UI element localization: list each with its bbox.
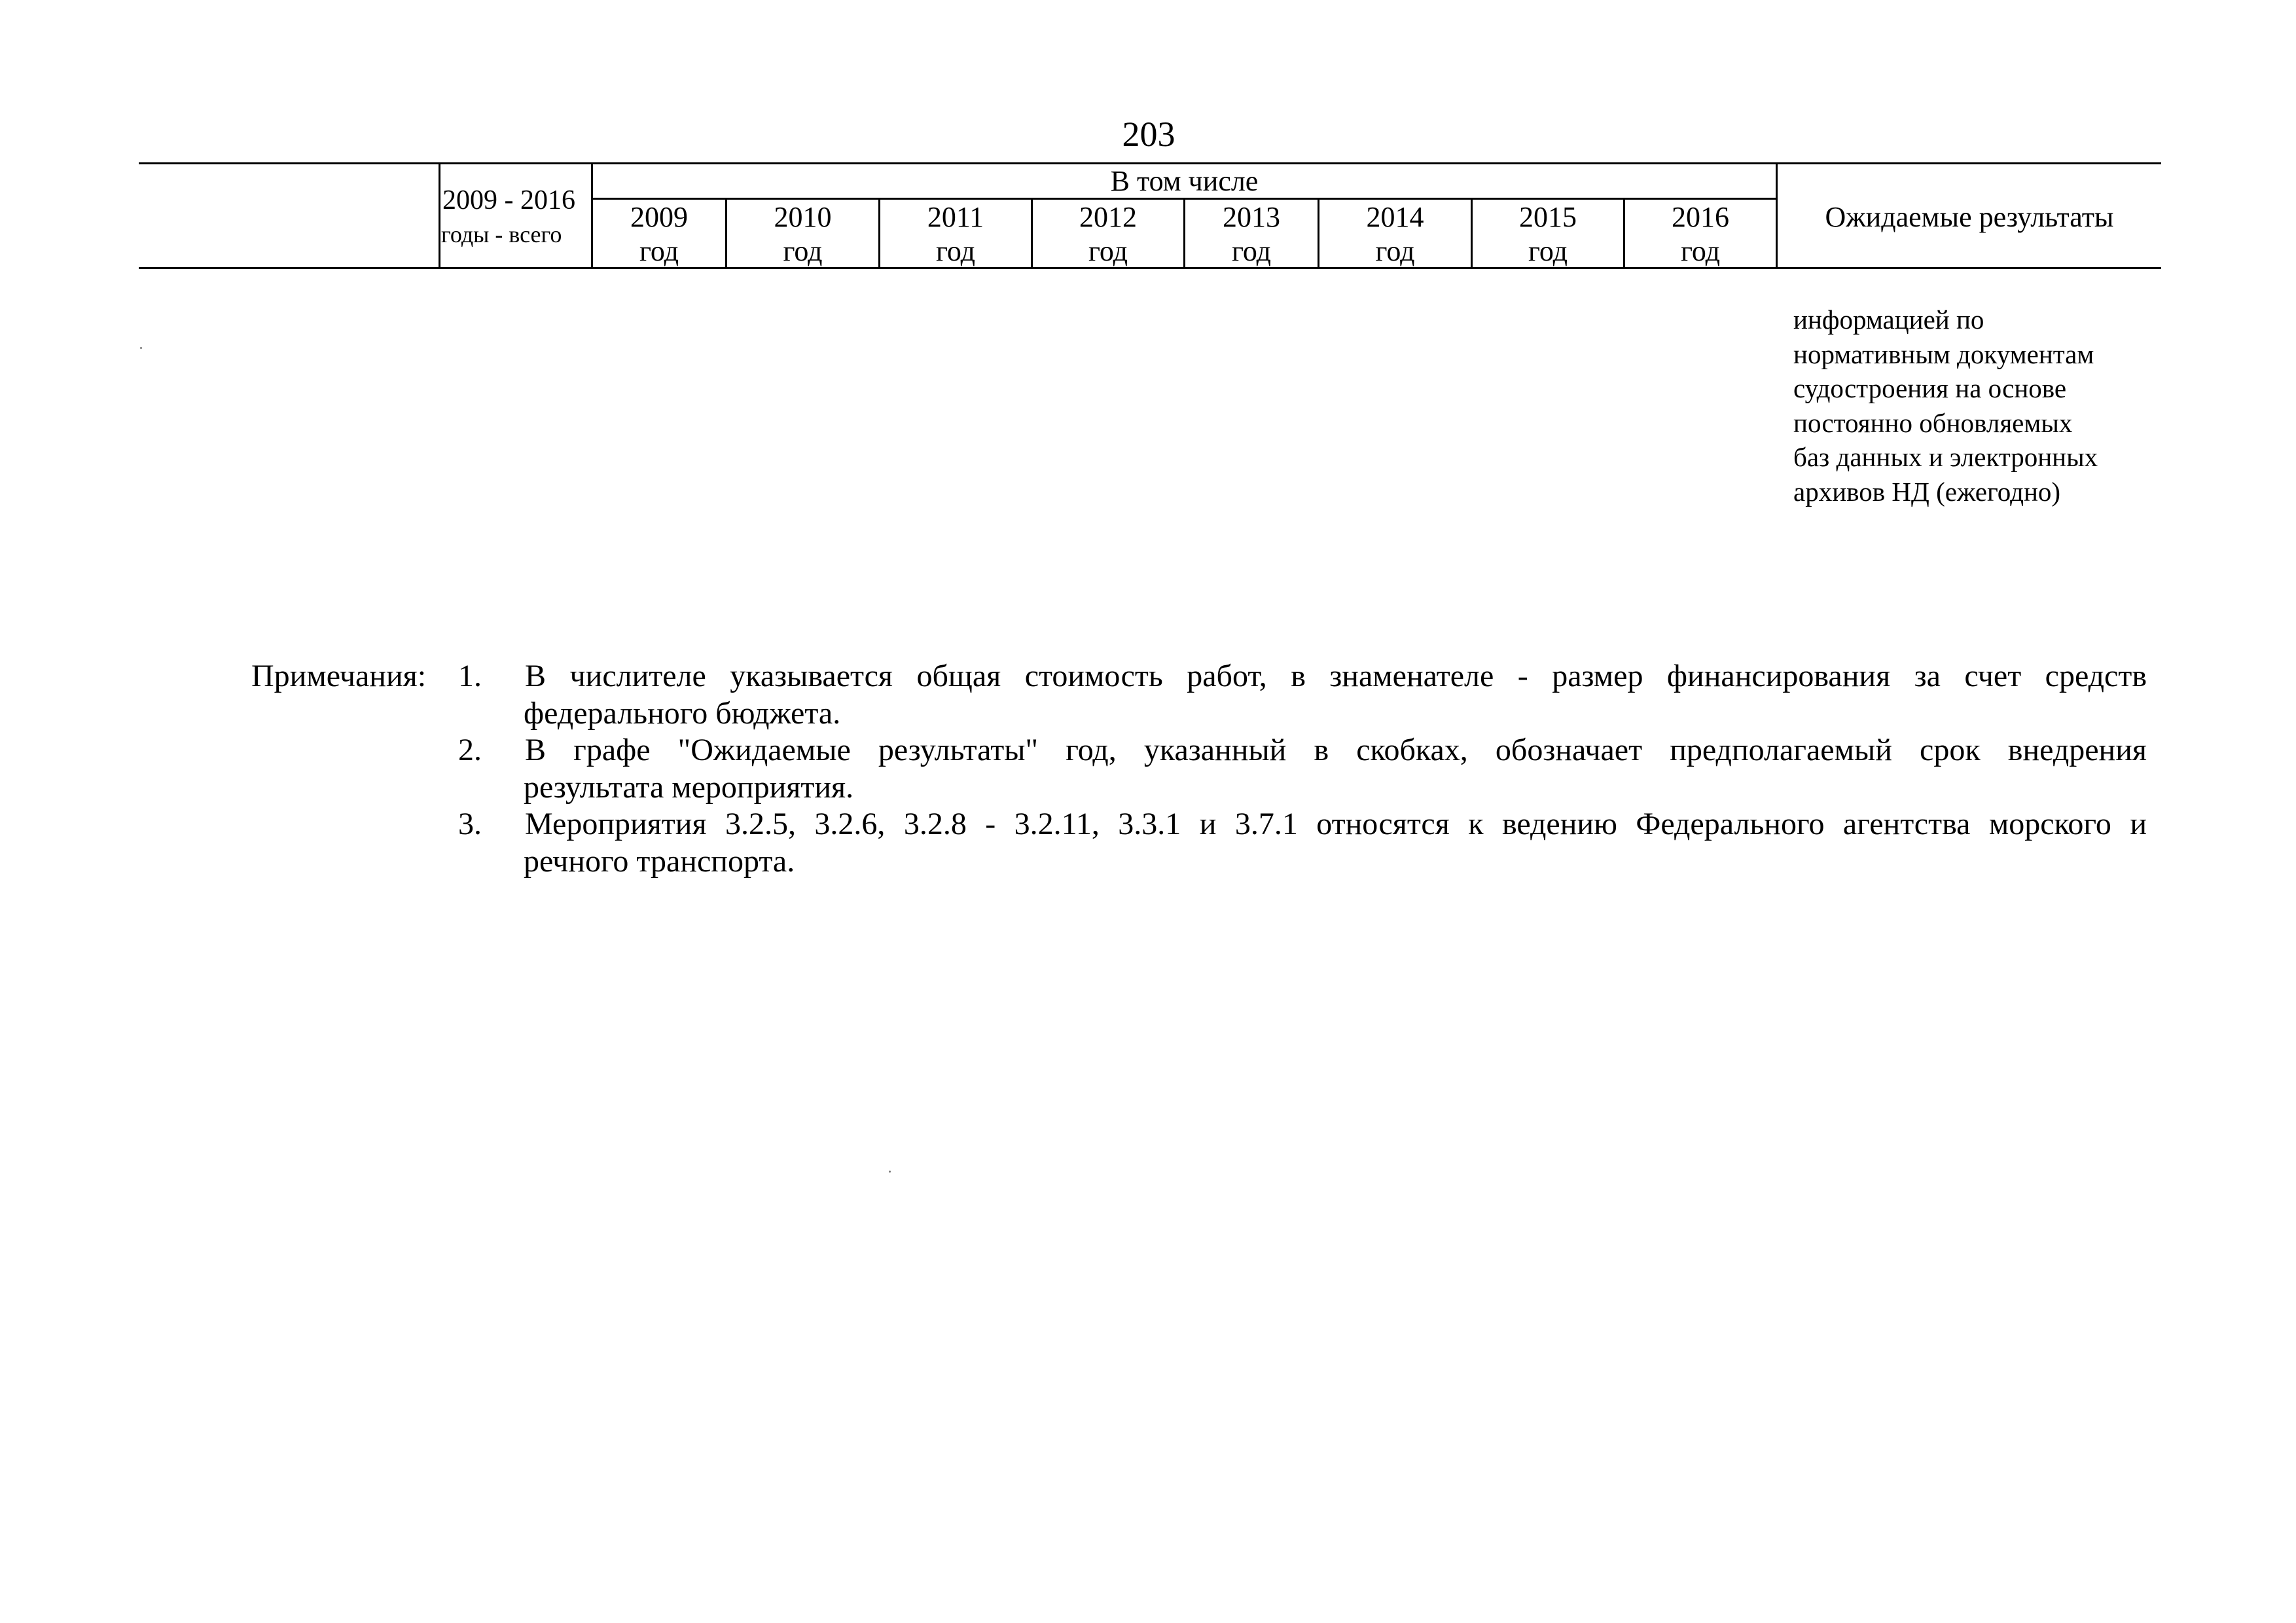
notes-label: Примечания: [251, 659, 427, 693]
year-2011-unit: год [935, 235, 976, 267]
year-2013-unit: год [1231, 235, 1272, 267]
total-col-line2: годы - всего [441, 221, 562, 247]
note-text: В графе "Ожидаемые результаты" год, указанный в скобках, обозначает предполагаемый срок внедрения [525, 733, 2147, 767]
total-col-line1: 2009 - 2016 [442, 185, 575, 215]
page-number: 203 [1122, 115, 1175, 154]
year-2014-unit: год [1375, 235, 1415, 267]
year-2011: 2011 [927, 201, 984, 233]
note-text: В числителе указывается общая стоимость работ, в знаменателе - размер финансирования за счет средств [525, 659, 2147, 693]
year-2010: 2010 [774, 201, 832, 233]
col-rule [439, 164, 440, 267]
scan-speck [140, 347, 142, 349]
note-text-continued: речного транспорта. [524, 844, 795, 879]
note-text-continued: федерального бюджета. [524, 696, 841, 731]
note-2 [458, 731, 2147, 806]
year-2015-unit: год [1528, 235, 1568, 267]
year-2009: 2009 [630, 201, 688, 233]
scan-speck [889, 1171, 891, 1173]
year-2014: 2014 [1366, 201, 1424, 233]
year-2012-unit: год [1088, 235, 1128, 267]
year-2012: 2012 [1079, 201, 1137, 233]
results-col-header: Ожидаемые результаты [1825, 201, 2114, 233]
note-number: 3. [458, 807, 482, 841]
year-2016: 2016 [1672, 201, 1729, 233]
note-number: 1. [458, 659, 482, 693]
year-2013: 2013 [1223, 201, 1280, 233]
group-label: В том числе [1110, 165, 1259, 197]
note-1 [458, 657, 2147, 732]
year-2015: 2015 [1519, 201, 1577, 233]
note-text-continued: результата мероприятия. [524, 770, 854, 805]
note-number: 2. [458, 733, 482, 767]
year-2010-unit: год [783, 235, 823, 267]
note-3 [458, 805, 2147, 880]
year-2009-unit: год [639, 235, 679, 267]
results-cell-text: информацией по нормативным документам судостроения на основе постоянно обновляемых баз данных и электронных архивов НД (ежегодно) [1793, 304, 2098, 507]
year-2016-unit: год [1680, 235, 1721, 267]
note-text: Мероприятия 3.2.5, 3.2.6, 3.2.8 - 3.2.11, 3.3.1 и 3.7.1 относятся к ведению Федерального агентства морского и [525, 807, 2147, 841]
